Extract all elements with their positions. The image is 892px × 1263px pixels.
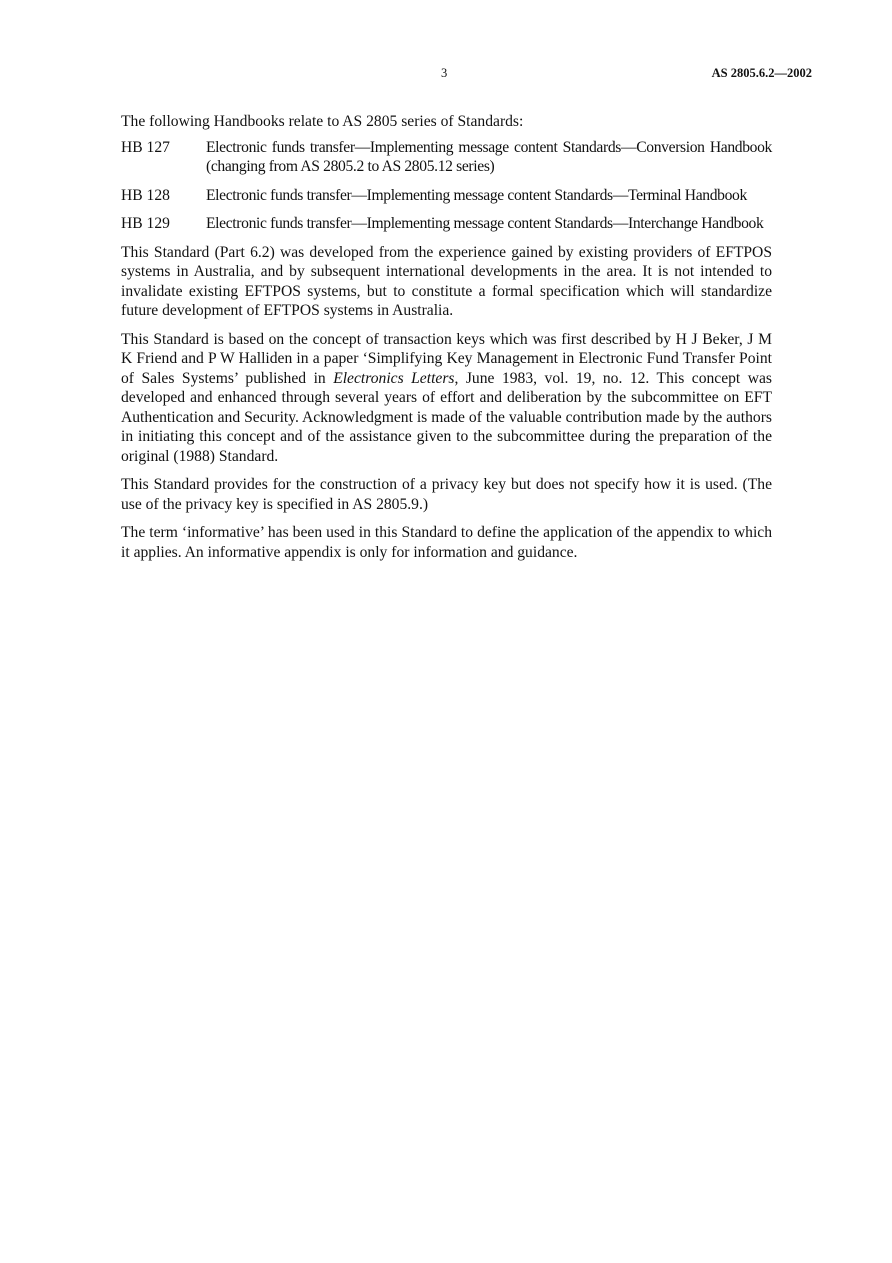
handbooks-intro: The following Handbooks relate to AS 2805 series of Standards: (121, 113, 524, 130)
handbook-title: Electronic funds transfer—Implementing message content Standards—Terminal Handbook (206, 186, 747, 204)
handbook-code: HB 129 (121, 215, 170, 232)
paragraph-text: This Standard is based on the concept of transaction keys which was first described by H J Beker, J M K Friend and P W Halliden in a paper ‘Simplifying Key Management in Electronic Fund Transfer Point of Sales Systems’ published in (121, 330, 772, 387)
page-header (0, 66, 892, 86)
handbook-code: HB 128 (121, 186, 170, 204)
paragraph-transaction-keys (121, 330, 772, 467)
paragraph-informative: The term ‘informative’ has been used in this Standard to define the application of the appendix to which it applies. An informative appendix is only for information and guidance. (121, 524, 772, 561)
page-number: 3 (441, 66, 448, 80)
journal-title: Electronics Letters (333, 369, 455, 387)
page-content (121, 112, 772, 571)
document-id: AS 2805.6.2—2002 (711, 66, 812, 80)
paragraph-development: This Standard (Part 6.2) was developed from the experience gained by existing providers of EFTPOS systems in Australia, and by subsequent international developments in the area. It is not intended to invalidate existing EFTPOS systems, but to constitute a formal specification which will standardize future development of EFTPOS systems in Australia. (121, 243, 772, 319)
paragraph-text: , June 1983, vol. 19, no. 12. This concept was developed and enhanced through several years of effort and deliberation by the subcommittee on EFT Authentication and Security. Acknowledgment is made of the valuable contribution made by the authors in initiating this concept and of the assistance given to the subcommittee during the preparation of the original (1988) Standard. (121, 369, 773, 465)
paragraph-privacy-key: This Standard provides for the construction of a privacy key but does not specify how it is used. (The use of the privacy key is specified in AS 2805.9.) (121, 476, 772, 513)
handbook-list (121, 138, 772, 234)
list-item (121, 214, 772, 234)
handbook-title: Electronic funds transfer—Implementing message content Standards—Conversion Handbook (changing from AS 2805.2 to AS 2805.12 series) (206, 138, 772, 175)
handbook-title: Electronic funds transfer—Implementing message content Standards—Interchange Handbook (206, 215, 764, 232)
handbook-code: HB 127 (121, 138, 170, 156)
list-item (121, 138, 772, 177)
list-item (121, 186, 772, 206)
